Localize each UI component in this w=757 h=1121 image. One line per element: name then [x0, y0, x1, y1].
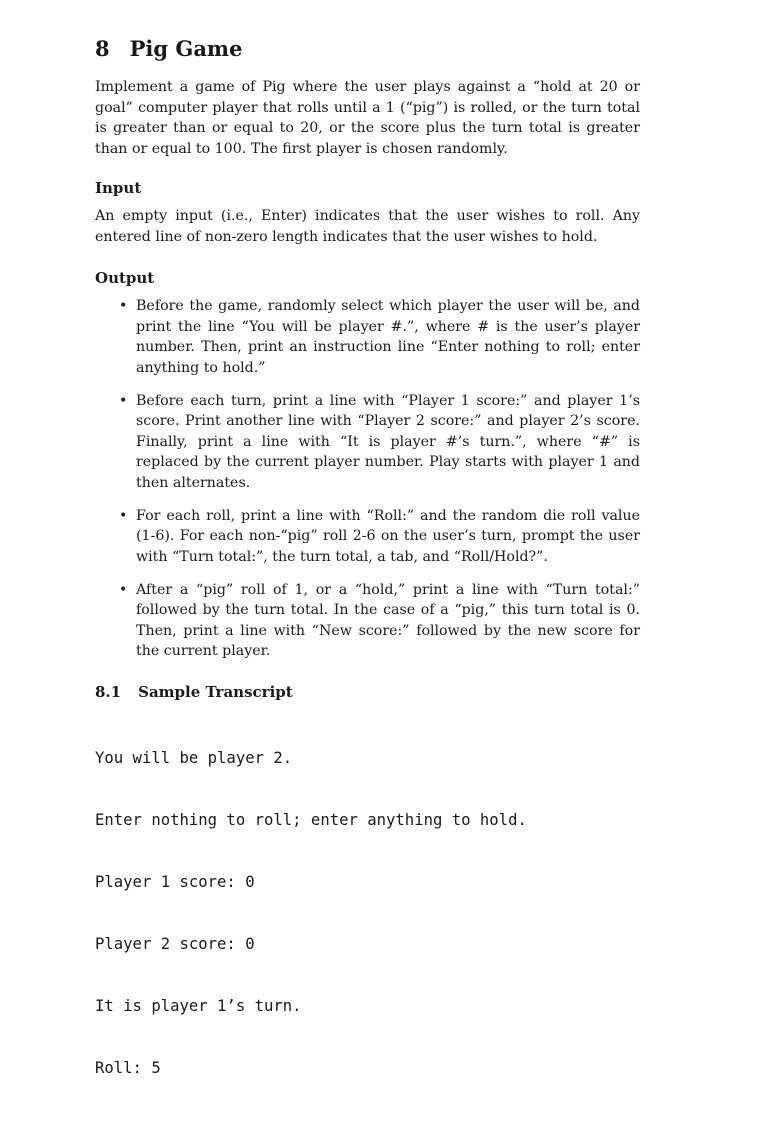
document-page [95, 36, 640, 1121]
transcript-line: Player 2 score: 0 [95, 935, 255, 954]
list-item-text: Before each turn, print a line with “Player 1 score:” and player 1’s score. Print another line with “Player 2 score:” and player 2’s score. Finally, print a line with “It is player #’s turn.”, where “#” is replaced by the current player number. Play starts with player 1 and then alternates. [136, 392, 640, 491]
list-item [95, 391, 640, 494]
list-item-text: For each roll, print a line with “Roll:” and the random die roll value (1-6). For each non-“pig” roll 2-6 on the user’s turn, prompt the user with “Turn total:”, the turn total, a tab, and “Roll/Hold?”. [136, 507, 640, 565]
subsection-number: 8.1 [95, 682, 122, 701]
bullet-icon: • [119, 392, 128, 409]
transcript-line: Enter nothing to roll; enter anything to hold. [95, 811, 527, 830]
list-item [95, 580, 640, 662]
bullet-icon: • [119, 581, 128, 598]
list-item-text: After a “pig” roll of 1, or a “hold,” print a line with “Turn total:” followed by the turn total. In the case of a “pig,” this turn total is 0. Then, print a line with “New score:” followed by the new score for the current player. [136, 581, 640, 659]
transcript-line: It is player 1’s turn. [95, 997, 302, 1016]
output-list [95, 296, 640, 662]
sample-transcript [95, 707, 640, 1121]
list-item [95, 506, 640, 568]
transcript-line: Roll: 5 [95, 1059, 161, 1078]
input-heading: Input [95, 179, 142, 197]
input-paragraph: An empty input (i.e., Enter) indicates that the user wishes to roll. Any entered line of non-zero length indicates that the user wishes to hold. [95, 208, 640, 245]
subsection-heading [95, 683, 640, 701]
section-title: Pig Game [129, 36, 243, 61]
output-heading: Output [95, 269, 155, 287]
section-number: 8 [95, 36, 110, 61]
intro-paragraph: Implement a game of Pig where the user plays against a “hold at 20 or goal” computer player that rolls until a 1 (“pig”) is rolled, or the turn total is greater than or equal to 20, or the score plus the turn total is greater than or equal to 100. The first player is chosen randomly. [95, 79, 640, 157]
subsection-title: Sample Transcript [138, 682, 293, 701]
list-item-text: Before the game, randomly select which player the user will be, and print the line “You will be player #.”, where # is the user’s player number. Then, print an instruction line “Enter nothing to roll; enter anything to hold.” [136, 298, 640, 376]
bullet-icon: • [119, 298, 128, 314]
list-item [95, 296, 640, 378]
section-heading [95, 36, 640, 61]
transcript-line: You will be player 2. [95, 748, 293, 767]
bullet-icon: • [119, 507, 128, 524]
transcript-line: Player 1 score: 0 [95, 873, 255, 892]
